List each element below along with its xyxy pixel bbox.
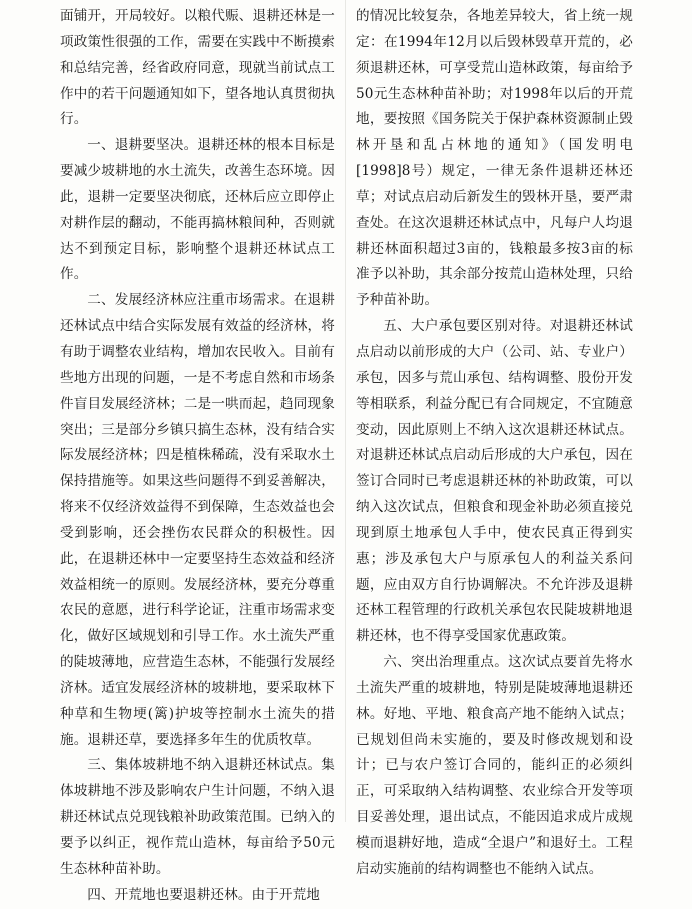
paragraph-section-4-continued: 的情况比较复杂，各地差异较大，省上统一规定：在1994年12月以后毁林毁草开荒的，必须退耕还林，可享受荒山造林政策，每亩给予50元生态林种苗补助；对1998年以后的开荒地，要按照《国务院关于保护森林资源制止毁林开垦和乱占林地的通知》（国发明电[1998]8号）规定，一律无条件退耕还林还草；对试点启动后新发生的毁林开垦，要严肃查处。在这次退耕还林试点中，凡每户人均退耕还林面积超过3亩的，钱粮最多按3亩的标准予以补助，其余部分按荒山造林处理，只给予种苗补助。: [356, 8, 633, 309]
paragraph-section-1: 一、退耕要坚决。退耕还林的根本目标是要减少坡耕地的水土流失，改善生态环境。因此，退耕一定要坚决彻底，还林后应立即停止对耕作层的翻动，不能再搞林粮间种，否则就达不到预定目标，影响整个退耕还林试点工作。: [60, 137, 335, 283]
paragraph-section-6: 六、突出治理重点。这次试点要首先将水土流失严重的坡耕地，特别是陡坡薄地退耕还林。好地、平地、粮食高产地不能纳入试点；已规划但尚未实施的，要及时修改规划和设计；已与农户签订合同的，能纠正的必须纠正，可采取纳入结构调整、农业综合开发等项目妥善处理，退出试点，不能因追求成片成规模而退耕好地，造成“全退户”和退好土。工程启动实施前的结构调整也不能纳入试点。: [356, 654, 633, 877]
paragraph-intro-continued: 面铺开，开局较好。以粮代赈、退耕还林是一项政策性很强的工作，需要在实践中不断摸索和总结完善，经省政府同意，现就当前试点工作中的若干问题通知如下，望各地认真贯彻执行。: [60, 8, 335, 128]
paragraph-section-2: 二、发展经济林应注重市场需求。在退耕还林试点中结合实际发展有效益的经济林，将有助于调整农业结构，增加农民收入。目前有些地方出现的问题，一是不考虑自然和市场条件盲目发展经济林；二是一哄而起，趋同现象突出；三是部分乡镇只搞生态林，没有结合实际发展经济林；四是植株稀疏，没有采取水土保持措施等。如果这些问题得不到妥善解决，将来不仅经济效益得不到保障，生态效益也会受到影响，还会挫伤农民群众的积极性。因此，在退耕还林中一定要坚持生态效益和经济效益相统一的原则。发展经济林，要充分尊重农民的意愿，进行科学论证，注重市场需求变化，做好区域规划和引导工作。水土流失严重的陡坡薄地，应营造生态林，不能强行发展经济林。适宜发展经济林的坡耕地，要采取林下种草和生物埂(篱)护坡等控制水土流失的措施。退耕还草，要选择多年生的优质牧草。: [60, 292, 335, 748]
paragraph-section-3: 三、集体坡耕地不纳入退耕还林试点。集体坡耕地不涉及影响农户生计问题，不纳入退耕还林试点兑现钱粮补助政策范围。已纳入的要予以纠正，视作荒山造林，每亩给予50元生态林种苗补助。: [60, 757, 335, 877]
paragraph-section-4-start: 四、开荒地也要退耕还林。由于开荒地: [87, 886, 320, 903]
right-text-column: [356, 4, 633, 883]
column-gutter: [345, 0, 346, 822]
paragraph-section-5: 五、大户承包要区别对待。对退耕还林试点启动以前形成的大户（公司、站、专业户）承包，因多与荒山承包、结构调整、股份开发等相联系，利益分配已有合同规定，不宜随意变动，因此原则上不纳入这次退耕还林试点。对退耕还林试点启动后形成的大户承包，因在签订合同时已考虑退耕还林的补助政策，可以纳入这次试点，但粮食和现金补助必须直接兑现到原土地承包人手中，使农民真正得到实惠；涉及承包大户与原承包人的利益关系问题，应由双方自行协调解决。不允许涉及退耕还林工程管理的行政机关承包农民陡坡耕地退耕还林，也不得享受国家优惠政策。: [356, 318, 633, 645]
left-text-column: [60, 4, 335, 909]
